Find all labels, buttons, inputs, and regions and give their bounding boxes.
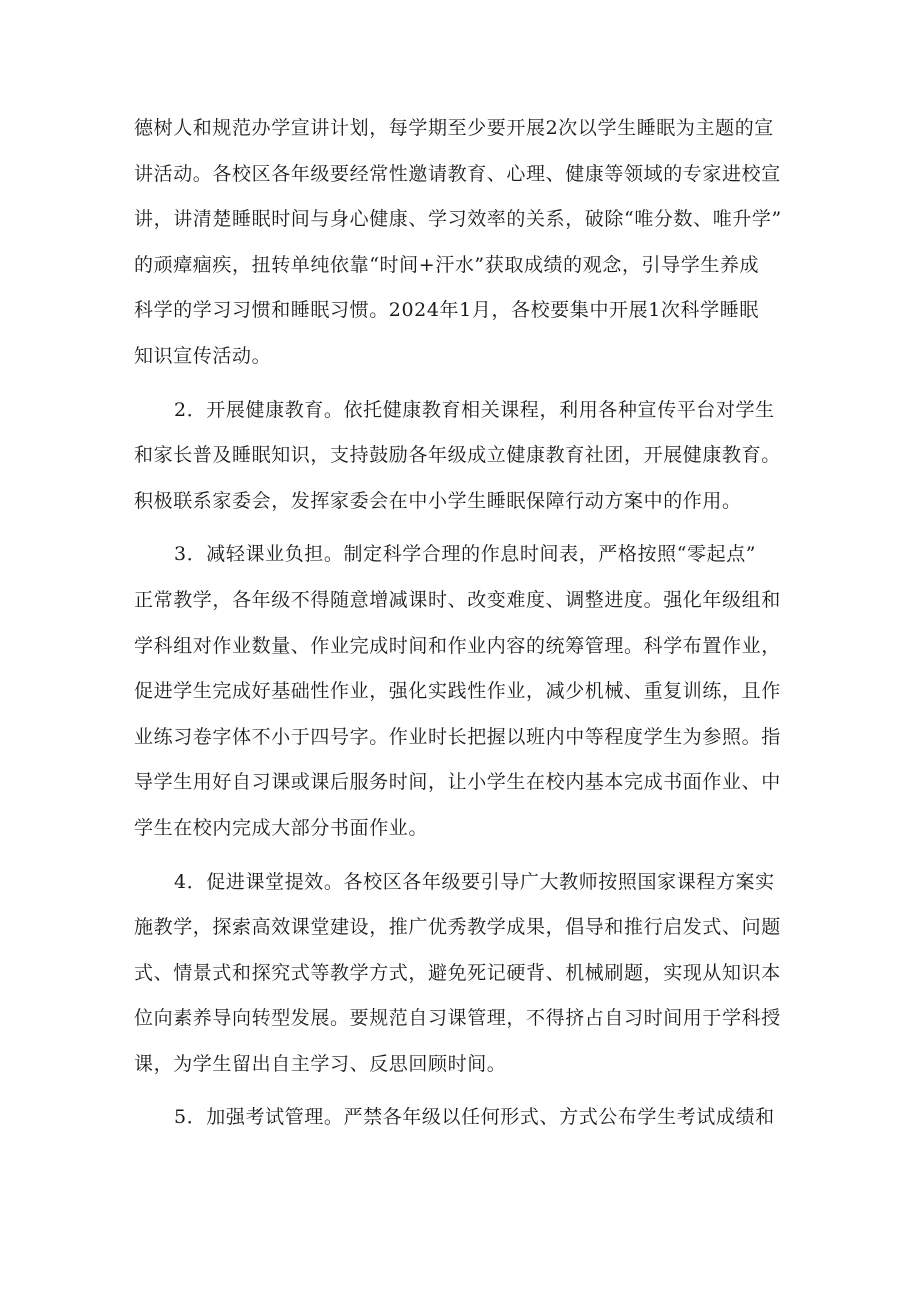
text-line: 4．促进课堂提效。各校区各年级要引导广大教师按照国家课程方案实	[174, 870, 775, 893]
document-body	[134, 106, 799, 1141]
text-line: 课，为学生留出自主学习、反思回顾时间。	[134, 1052, 507, 1075]
paragraph-5	[134, 1095, 799, 1141]
text-line: 学生在校内完成大部分书面作业。	[134, 816, 429, 839]
paragraph-4	[134, 860, 799, 1088]
text-line: 科学的学习习惯和睡眠习惯。2024年1月，各校要集中开展1次科学睡眠	[134, 299, 759, 322]
text-line: 2．开展健康教育。依托健康教育相关课程，利用各种宣传平台对学生	[174, 398, 775, 421]
text-line: 位向素养导向转型发展。要规范自习课管理，不得挤占自习时间用于学科授	[134, 1007, 781, 1030]
text-line: 5．加强考试管理。严禁各年级以任何形式、方式公布学生考试成绩和	[174, 1106, 775, 1129]
paragraph-2	[134, 388, 799, 525]
text-line: 讲活动。各校区各年级要经常性邀请教育、心理、健康等领域的专家进校宣	[134, 162, 781, 185]
text-line: 和家长普及睡眠知识，支持鼓励各年级成立健康教育社团，开展健康教育。	[134, 444, 781, 467]
text-line: 学科组对作业数量、作业完成时间和作业内容的统筹管理。科学布置作业，	[134, 634, 781, 657]
text-line: 导学生用好自习课或课后服务时间，让小学生在校内基本完成书面作业、中	[134, 771, 781, 794]
text-line: 知识宣传活动。	[134, 344, 272, 367]
text-line: 施教学，探索高效课堂建设，推广优秀教学成果，倡导和推行启发式、问题	[134, 916, 781, 939]
text-line: 积极联系家委会，发挥家委会在中小学生睡眠保障行动方案中的作用。	[134, 489, 742, 512]
text-line: 3．减轻课业负担。制定科学合理的作息时间表，严格按照“零起点”	[174, 543, 757, 566]
text-line: 的顽瘴痼疾，扭转单纯依靠“时间+汗水”获取成绩的观念，引导学生养成	[134, 253, 760, 276]
text-line: 促进学生完成好基础性作业，强化实践性作业，减少机械、重复训练，且作	[134, 680, 781, 703]
paragraph-3	[134, 532, 799, 851]
text-line: 正常教学，各年级不得随意增减课时、改变难度、调整进度。强化年级组和	[134, 588, 781, 611]
text-line: 业练习卷字体不小于四号字。作业时长把握以班内中等程度学生为参照。指	[134, 725, 781, 748]
text-line: 式、情景式和探究式等教学方式，避免死记硬背、机械刷题，实现从知识本	[134, 961, 781, 984]
text-line: 德树人和规范办学宣讲计划，每学期至少要开展2次以学生睡眠为主题的宣	[134, 117, 774, 139]
paragraph-1	[134, 106, 799, 380]
text-line: 讲，讲清楚睡眠时间与身心健康、学习效率的关系，破除“唯分数、唯升学”	[134, 208, 782, 231]
